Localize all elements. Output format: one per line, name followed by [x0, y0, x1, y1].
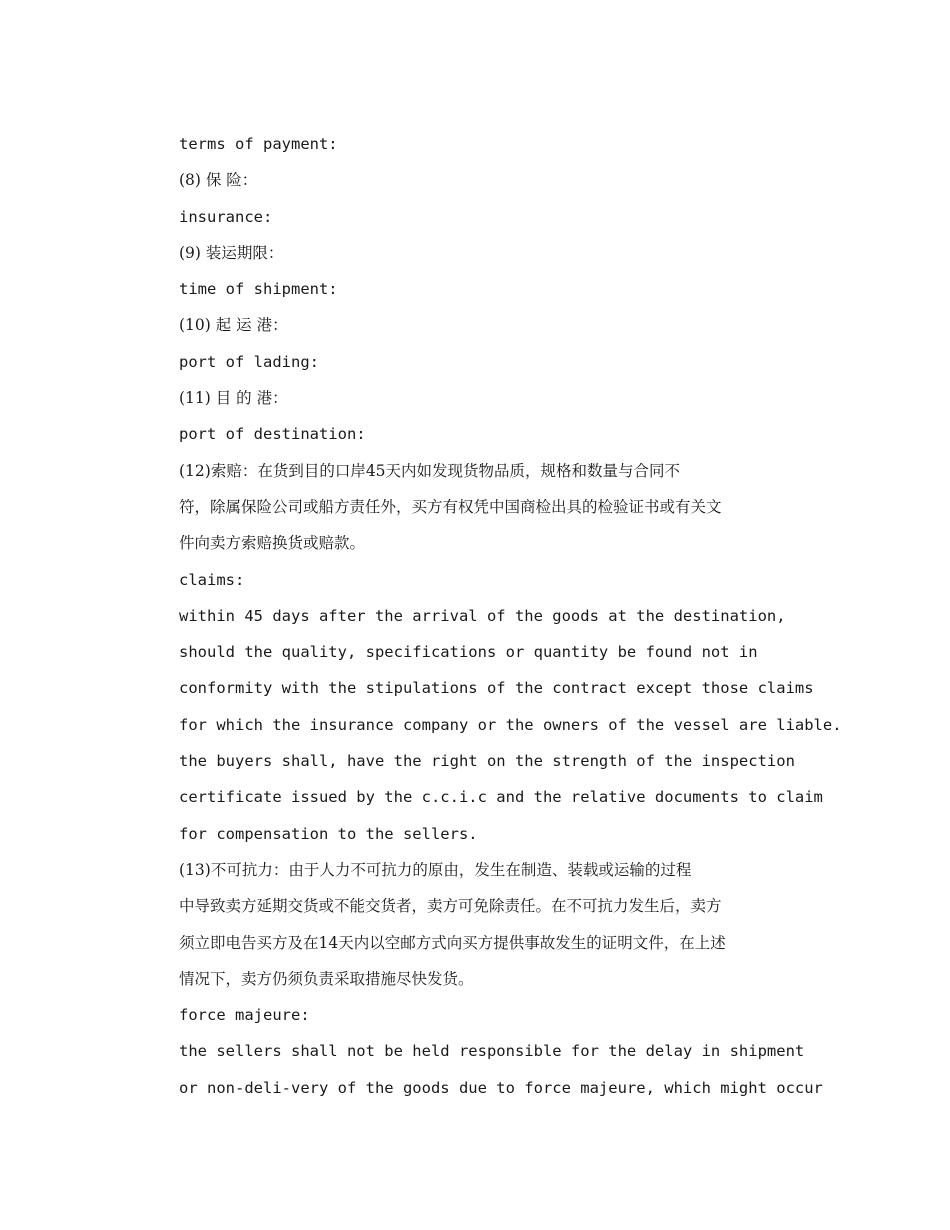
- claims-en-line: conformity with the stipulations of the contract except those claims: [179, 679, 814, 698]
- lading-heading-cn: (10) 起 运 港：: [179, 316, 288, 335]
- insurance-heading-cn: (8) 保 险：: [179, 171, 258, 190]
- claims-en-line: within 45 days after the arrival of the goods at the destination,: [179, 606, 786, 625]
- force-cn-line: (13)不可抗力：由于人力不可抗力的原由，发生在制造、装载或运输的过程: [179, 860, 692, 879]
- claims-en-line: should the quality, specifications or quantity be found not in: [179, 643, 758, 662]
- lading-heading-en: port of lading:: [179, 352, 319, 371]
- claims-label-en: claims:: [179, 570, 245, 589]
- claims-cn-line: (12)索赔：在货到目的口岸45天内如发现货物品质，规格和数量与合同不: [179, 461, 681, 480]
- claims-cn-line: 件向卖方索赔换货或赔款。: [179, 534, 366, 553]
- claims-en-line: the buyers shall, have the right on the strength of the inspection: [179, 752, 795, 771]
- force-majeure-paragraph-cn: [142, 852, 807, 997]
- shipment-heading-cn: (9) 装运期限：: [179, 243, 284, 262]
- destination-heading-en: port of destination:: [179, 425, 366, 444]
- force-cn-line: 情况下，卖方仍须负责采取措施尽快发货。: [179, 969, 474, 988]
- shipment-heading-en: time of shipment:: [179, 280, 338, 299]
- claims-paragraph-cn: [142, 453, 807, 562]
- force-en-line: or non-deli-very of the goods due to force majeure, which might occur: [179, 1078, 823, 1097]
- claims-en-line: for compensation to the sellers.: [179, 824, 478, 843]
- claims-cn-line: 符，除属保险公司或船方责任外，买方有权凭中国商检出具的检验证书或有关文: [179, 497, 722, 516]
- force-cn-line: 中导致卖方延期交货或不能交货者，卖方可免除责任。在不可抗力发生后，卖方: [179, 897, 722, 916]
- force-majeure-label-en: force majeure:: [179, 1006, 310, 1025]
- insurance-heading-en: insurance:: [179, 207, 273, 226]
- destination-heading-cn: (11) 目 的 港：: [179, 389, 288, 408]
- claims-en-line: for which the insurance company or the owners of the vessel are liable.: [179, 715, 842, 734]
- claims-en-line: certificate issued by the c.c.i.c and the relative documents to claim: [179, 788, 823, 807]
- contract-text: [142, 126, 842, 1106]
- claims-paragraph-en: [142, 598, 842, 852]
- terms-of-payment-line: terms of payment:: [179, 135, 338, 153]
- force-majeure-paragraph-en: [142, 1033, 823, 1106]
- force-en-line: the sellers shall not be held responsible for the delay in shipment: [179, 1042, 805, 1061]
- force-cn-line: 须立即电告买方及在14天内以空邮方式向买方提供事故发生的证明文件，在上述: [179, 933, 726, 952]
